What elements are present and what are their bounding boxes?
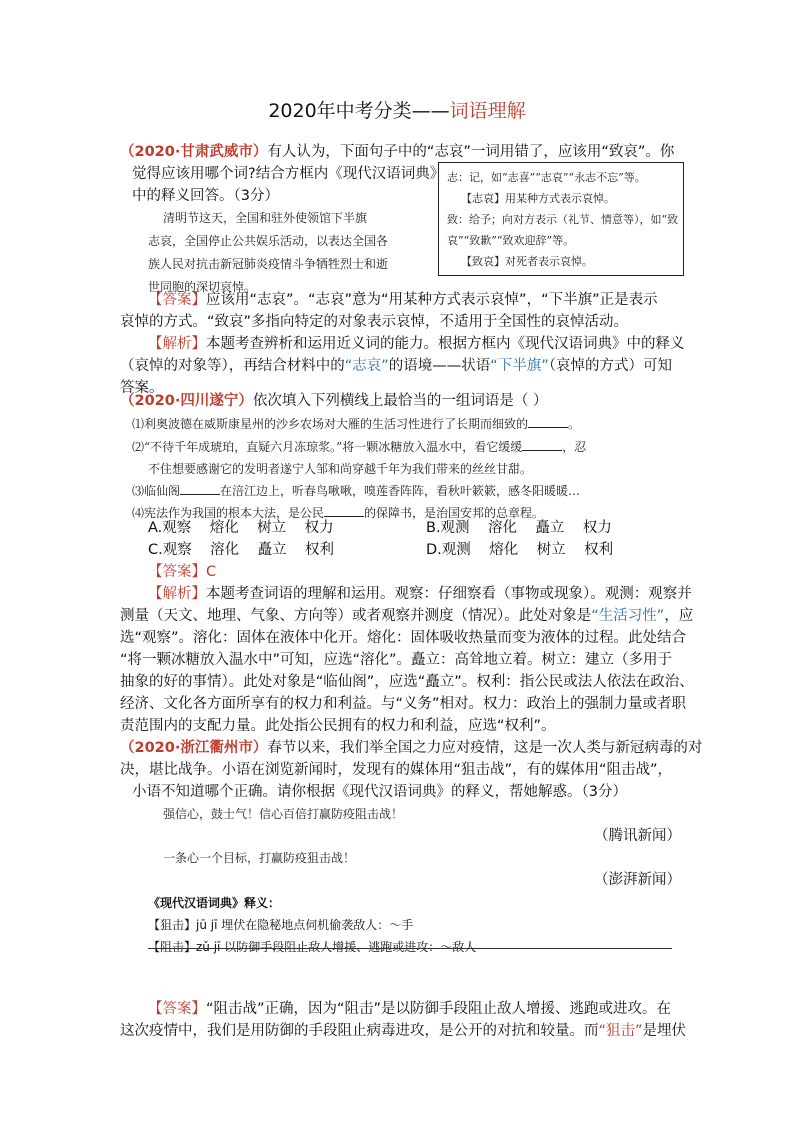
q2-option-d: D.观测 熔化 树立 权利 (426, 542, 614, 558)
q2-option-b: B.观测 溶化 矗立 权力 (426, 520, 612, 536)
q1-analysis-3: 答案。 (120, 380, 164, 396)
q3-answer-tag: 【答案】 (148, 1001, 206, 1017)
q2-sentence-2 (132, 436, 586, 458)
q2-s3a: ⑶临仙阁 (132, 484, 181, 498)
q3-news-2: 一条心一个目标，打赢防疫狙击战！ (163, 851, 356, 865)
q3-line-2: 决，堪比战争。小语在浏览新闻时，发现有的媒体用“狙击战”，有的媒体用“阻击战”， (120, 762, 673, 778)
q1-answer-2: 哀悼的方式。“致哀”多指向特定的对象表示哀悼，不适用于全国性的哀悼活动。 (120, 314, 629, 330)
q2-s1: ⑴利奥波德在威斯康星州的沙乡农场对大雁的生活习性进行了长期而细致的 (132, 417, 529, 431)
q3-line-1 (120, 737, 702, 759)
q2-sentence-3 (132, 480, 580, 502)
q2-s2b: ，忍 (562, 440, 587, 454)
box-line-5: 【致哀】对死者表示哀悼。 (461, 255, 593, 268)
page-title (0, 96, 794, 123)
q2-s4b: 的保障书，是治国安邦的总章程。 (364, 506, 545, 520)
q2-line-1 (120, 390, 547, 412)
q3-news-1: 强信心，鼓士气！信心百倍打赢防疫阻击战！ (163, 807, 404, 821)
q2-s3b: 在涪江边上，听春鸟啾啾，嗅莲香阵阵，看秋叶簌簌，感冬阳暖暖… (220, 484, 581, 498)
q1-line-3: 中的释义回答。（3分） (132, 188, 279, 204)
q1-analysis-1 (148, 333, 685, 355)
q2-answer (148, 561, 216, 583)
q3-text-1: 春节以来，我们举全国之力应对疫情，这是一次人类与新冠病毒的对 (267, 740, 703, 756)
q2-analysis-1 (148, 583, 692, 605)
q3-dict-title: 《现代汉语词典》释义： (148, 896, 281, 910)
q2-answer-tag: 【答案】 (148, 564, 206, 580)
blank-4 (324, 504, 364, 517)
q2-analysis-2 (120, 605, 693, 627)
q1-passage-2: 志哀，全国停止公共娱乐活动，以表达全国各 (148, 234, 389, 248)
q2-a2c: ，应 (664, 608, 694, 624)
q3-news-1-source: （腾讯新闻） (594, 828, 681, 844)
q3-news-2-source: （澎湃新闻） (594, 872, 681, 888)
q1-analysis-tag: 【解析】 (148, 336, 206, 352)
box-line-1: 志：记，如“志喜”“志哀”“永志不忘”等。 (447, 171, 646, 184)
q1-analysis-2b: “志哀” (344, 358, 389, 374)
q3-def-1: 【狙击】jū jī 埋伏在隐秘地点伺机偷袭敌人：～手 (148, 918, 414, 932)
q2-analysis-7: 责范围内的支配力量。此处指公民拥有的权力和利益，应选“权利”。 (120, 718, 556, 734)
q3-source: （2020·浙江衢州市） (120, 740, 268, 756)
q3-answer-2a: 这次疫情中，我们是用防御的手段阻止病毒进攻，是公开的对抗和较量。而 (120, 1023, 599, 1039)
dictionary-box (438, 162, 684, 276)
q2-option-a: A.观察 熔化 树立 权力 (148, 520, 334, 536)
q1-analysis-2e: （哀悼的方式）可知 (548, 358, 673, 374)
q1-answer-tag: 【答案】 (148, 292, 206, 308)
q1-text-1: 有人认为，下面句子中的“志哀”一词用错了，应该用“致哀”。你 (267, 144, 675, 160)
blank-1 (528, 415, 568, 428)
q2-s4a: ⑷宪法作为我国的根本大法，是公民 (132, 506, 325, 520)
q2-analysis-4: “将一颗冰糖放入温水中”可知，应选“溶化”。矗立：高耸地立着。树立：建立（多用于 (120, 652, 673, 668)
box-line-4: 哀”“致歉”“致欢迎辞”等。 (447, 234, 575, 247)
q1-analysis-2c: 的语境——状语 (388, 358, 491, 374)
q3-answer-text-1: “阻击战”正确，因为“阻击”是以防御手段阻止敌人增援、逃跑或进攻。在 (206, 1001, 672, 1017)
q1-analysis-text-1: 本题考查辨析和运用近义词的能力。根据方框内《现代汉语词典》中的释义 (206, 336, 685, 352)
q2-text: 依次填入下列横线上最恰当的一组词语是（ ） (252, 393, 548, 409)
q2-analysis-6: 经济、文化各方面所享有的权力和利益。与“义务”相对。权力：政治上的强制力量或者职 (120, 696, 687, 712)
q2-s2a: ⑵“不待千年成琥珀，直疑六月冻琼浆。”将一颗冰糖放入温水中，看它缓缓 (132, 440, 523, 454)
q1-line-2: 觉得应该用哪个词?结合方框内《现代汉语词典》 (132, 166, 445, 182)
q2-analysis-text-1: 本题考查词语的理解和运用。观察：仔细察看（事物或现象）。观测：观察并 (206, 586, 692, 602)
q1-answer-1 (148, 289, 658, 311)
q2-option-c: C.观察 溶化 矗立 权利 (148, 542, 335, 558)
q3-def-2: 【阻击】zǔ jī 以防御手段阻止敌人增援、逃跑或进攻：～敌人 (148, 940, 477, 954)
q3-line-3: 小语不知道哪个正确。请你根据《现代汉语词典》的释义，帮她解惑。（3分） (132, 784, 627, 800)
q1-analysis-2 (120, 355, 672, 377)
title-highlight: 词语理解 (449, 100, 526, 122)
q2-analysis-tag: 【解析】 (148, 586, 206, 602)
title-main: 2020年中考分类—— (268, 100, 450, 122)
q2-answer-value: C (206, 564, 217, 580)
q2-analysis-3: 选“观察”。溶化：固体在液体中化开。熔化：固体吸收热量而变为液体的过程。此处结合 (120, 630, 687, 646)
q1-answer-text-1: 应该用“志哀”。“志哀”意为“用某种方式表示哀悼”，“下半旗”正是表示 (206, 292, 658, 308)
q2-source: （2020·四川遂宁） (120, 393, 253, 409)
q1-passage-4: 世同胞的深切哀悼。 (148, 280, 257, 294)
q2-a2a: 测量（天文、地理、气象、方向等）或者观察并测度（情况）。此处对象是 (120, 608, 592, 624)
box-line-2: 【志哀】用某种方式表示哀悼。 (461, 192, 615, 205)
q3-answer-2b: “狙击” (598, 1023, 643, 1039)
q2-analysis-5: 抽象的好的事情）。此处对象是“临仙阁”，应选“矗立”。权利：指公民或法人依法在政治、 (120, 674, 694, 690)
q1-source: （2020·甘肃武威市） (120, 144, 268, 160)
q1-line-1 (120, 141, 674, 163)
q1-analysis-2d: “下半旗” (490, 358, 549, 374)
q3-answer-1 (148, 998, 671, 1020)
q2-sentence-2c: 不住想要感谢它的发明者遂宁人邹和尚穿越千年为我们带来的丝丝甘甜。 (148, 462, 533, 476)
blank-2 (522, 438, 562, 451)
answer-rule-line (148, 948, 672, 949)
q2-a2b: “生活习性” (591, 608, 665, 624)
q3-answer-2 (120, 1020, 686, 1042)
q1-analysis-2a: （哀悼的对象等），再结合材料中的 (120, 358, 345, 374)
q1-passage-3: 族人民对抗击新冠肺炎疫情斗争牺牲烈士和逝 (148, 257, 389, 271)
box-line-3: 致：给予；向对方表示（礼节、情意等），如“致 (447, 213, 679, 226)
blank-3 (180, 482, 220, 495)
q2-sentence-1: ⑴利奥波德在威斯康星州的沙乡农场对大雁的生活习性进行了长期而细致的 。 (132, 417, 581, 431)
q1-passage-1: 清明节这天，全国和驻外使领馆下半旗 (163, 211, 368, 225)
q3-answer-2c: 是埋伏 (642, 1023, 687, 1039)
